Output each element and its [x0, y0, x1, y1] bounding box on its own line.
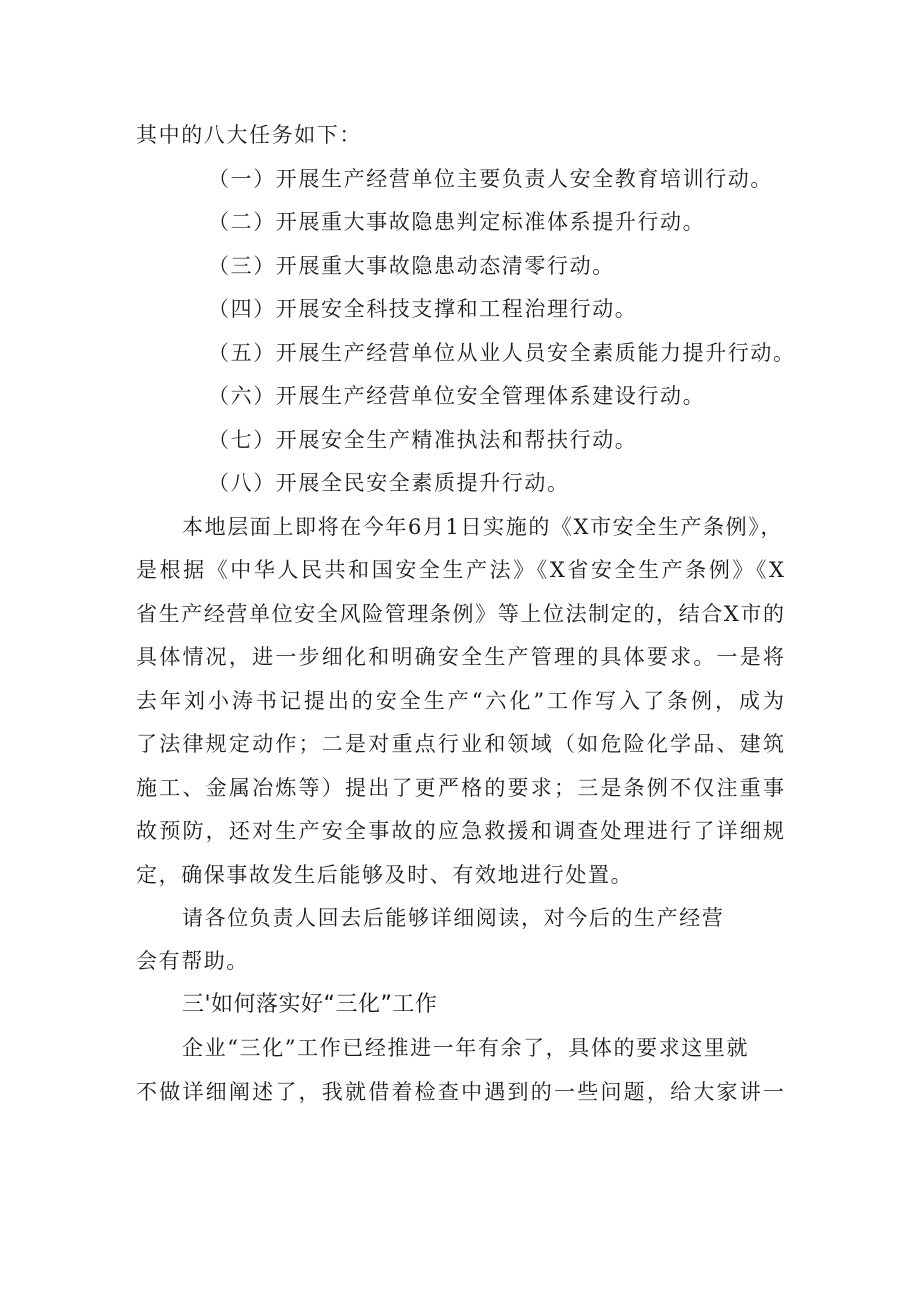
paragraph-line: 省生产经营单位安全风险管理条例》等上位法制定的，结合X市的	[136, 602, 784, 626]
paragraph-line: 不做详细阐述了，我就借着检查中遇到的一些问题，给大家讲一	[136, 1080, 784, 1104]
paragraph-line: 去年刘小涛书记提出的安全生产“六化”工作写入了条例，成为	[136, 689, 784, 713]
paragraph-line: 定，确保事故发生后能够及时、有效地进行处置。	[136, 863, 634, 887]
task-item: （七）开展安全生产精准执法和帮扶行动。	[208, 428, 638, 452]
task-item: （八）开展全民安全素质提升行动。	[208, 471, 570, 495]
paragraph-line: 企业“三化”工作已经推进一年有余了，具体的要求这里就	[182, 1036, 750, 1060]
paragraph-line: 故预防，还对生产安全事故的应急救援和调查处理进行了详细规	[136, 819, 784, 843]
task-item: （六）开展生产经营单位安全管理体系建设行动。	[208, 384, 706, 408]
task-item: （三）开展重大事故隐患动态清零行动。	[208, 254, 615, 278]
paragraph-line: 本地层面上即将在今年6月1日实施的《X市安全生产条例》，	[182, 515, 783, 539]
intro-line: 其中的八大任务如下：	[136, 123, 362, 147]
paragraph-line: 是根据《中华人民共和国安全生产法》《X省安全生产条例》《X	[136, 558, 784, 582]
task-item: （五）开展生产经营单位从业人员安全素质能力提升行动。	[208, 341, 796, 365]
paragraph-line: 请各位负责人回去后能够详细阅读，对今后的生产经营	[182, 906, 725, 930]
paragraph-line: 了法律规定动作；二是对重点行业和领域（如危险化学品、建筑	[136, 732, 784, 756]
paragraph-line: 具体情况，进一步细化和明确安全生产管理的具体要求。一是将	[136, 645, 784, 669]
task-item: （一）开展生产经营单位主要负责人安全教育培训行动。	[208, 167, 773, 191]
paragraph-line: 会有帮助。	[136, 949, 249, 973]
task-item: （四）开展安全科技支撑和工程治理行动。	[208, 297, 638, 321]
section-heading: 三'如何落实好“三化”工作	[182, 992, 438, 1017]
task-item: （二）开展重大事故隐患判定标准体系提升行动。	[208, 210, 706, 234]
paragraph-line: 施工、金属冶炼等）提出了更严格的要求；三是条例不仅注重事	[136, 776, 784, 800]
